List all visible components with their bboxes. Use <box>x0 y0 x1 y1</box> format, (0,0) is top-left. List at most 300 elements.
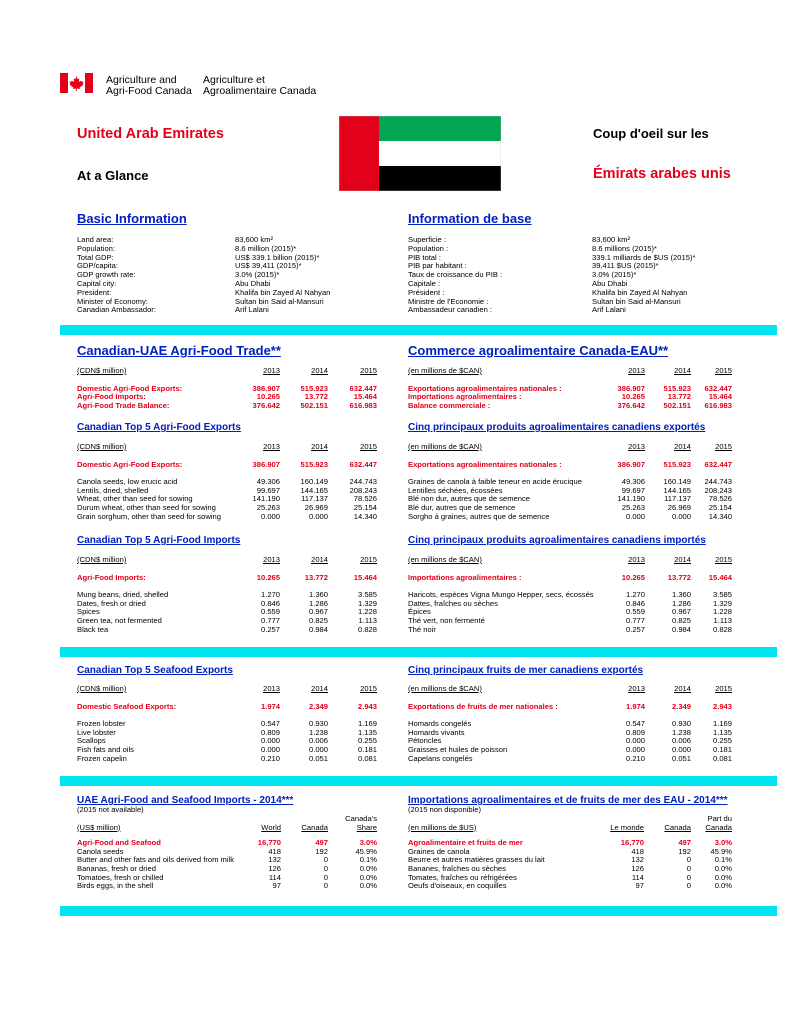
row-label: Grain sorghum, other than seed for sowing <box>77 511 221 521</box>
row-label: Pétoncles <box>408 736 442 746</box>
row-label: Domestic Seafood Exports: <box>77 701 177 711</box>
cell: 160.149 <box>300 477 328 487</box>
value-ministre: Sultan bin Said al-Mansuri <box>592 296 681 306</box>
row-label: Agri-Food Imports: <box>77 572 146 582</box>
cell: 1.113 <box>358 615 377 625</box>
cell: 376.642 <box>617 400 645 410</box>
cell: 0.000 <box>671 511 691 521</box>
row-label: Bananes, fraîches ou sèches <box>408 863 506 873</box>
label-ambassador: Canadian Ambassador: <box>77 305 156 315</box>
cell: 144.165 <box>300 485 328 495</box>
cell: 0 <box>323 872 328 882</box>
basic-info-labels-en <box>77 236 156 315</box>
label-pib-total: PIB total : <box>408 252 441 262</box>
year-header: 2014 <box>674 442 691 451</box>
cell: 2.349 <box>671 701 691 711</box>
cell: 78.526 <box>353 494 377 504</box>
col-header: Part du <box>707 814 732 823</box>
year-header: 2014 <box>311 442 328 451</box>
table-header-row <box>77 685 377 694</box>
value-capitale: Abu Dhabi <box>592 278 628 288</box>
row-label: Frozen capelin <box>77 753 127 763</box>
row-label: Importations agroalimentaires : <box>408 392 522 402</box>
unit-label: (CDN$ million) <box>77 555 127 564</box>
cell: 0.984 <box>308 624 328 634</box>
cell: 1.113 <box>713 615 732 625</box>
trade-table-fr <box>408 367 732 410</box>
seafood-title-en: Canadian Top 5 Seafood Exports <box>77 665 233 676</box>
cell: 0.081 <box>357 753 377 763</box>
cell: 0.210 <box>260 753 280 763</box>
cell: 0.255 <box>357 736 377 746</box>
cell: 13.772 <box>667 572 691 582</box>
table-header-row <box>408 367 732 376</box>
cell: 3.585 <box>357 590 377 600</box>
cell: 10.265 <box>256 572 280 582</box>
cell: 1.974 <box>260 701 280 711</box>
row-label: Fish fats and oils <box>77 744 134 754</box>
cell: 0.210 <box>625 753 645 763</box>
label-superficie: Superficie : <box>408 235 446 244</box>
table-total-row <box>408 574 732 583</box>
cell: 49.306 <box>621 477 645 487</box>
department-name-fr <box>203 75 316 97</box>
trade-table-en <box>77 367 377 410</box>
cell: 1.329 <box>357 598 377 608</box>
row-label: Agri-Food Imports: <box>77 392 146 402</box>
cell: 117.137 <box>664 494 691 504</box>
cell: 2.943 <box>357 701 377 711</box>
cell: 16,770 <box>257 838 281 848</box>
cell: 114 <box>268 872 281 882</box>
cell: 0.0% <box>714 872 732 882</box>
unit-label: (en millions de $CAN) <box>408 684 482 693</box>
year-header: 2015 <box>360 684 377 693</box>
unit-label: (en millions de $CAN) <box>408 555 482 564</box>
year-header: 2014 <box>674 366 691 375</box>
col-header: Le monde <box>610 822 644 832</box>
section-divider-2 <box>60 647 777 657</box>
cell: 0.846 <box>625 598 645 608</box>
row-label: Exportations agroalimentaires nationales : <box>408 383 562 393</box>
basic-info-values-en <box>235 236 330 315</box>
cell: 386.907 <box>617 459 645 469</box>
cell: 0 <box>686 855 691 865</box>
cell: 2.943 <box>712 701 732 711</box>
table-header-row <box>77 556 377 565</box>
cell: 1.286 <box>308 598 328 608</box>
table-header-row <box>77 815 377 824</box>
cell: 25.263 <box>256 502 280 512</box>
cell: 126 <box>268 863 281 873</box>
label-population: Population: <box>77 243 115 253</box>
cell: 0.0% <box>359 863 377 873</box>
uae-imports-title-fr: Importations agroalimentaires et de fruits de mer des EAU - 2014*** <box>408 795 728 806</box>
dept-en-line1: Agriculture and <box>106 74 177 86</box>
year-header: 2014 <box>311 555 328 564</box>
value-minister: Sultan bin Said al-Mansuri <box>235 296 324 306</box>
exports-title-fr: Cinq principaux produits agroalimentaires canadiens exportés <box>408 422 706 433</box>
year-header: 2015 <box>715 442 732 451</box>
year-header: 2015 <box>715 555 732 564</box>
row-label: Black tea <box>77 624 109 634</box>
cell: 515.923 <box>300 383 328 393</box>
row-label: Bananas, fresh or dried <box>77 863 156 873</box>
label-president-fr: Président : <box>408 287 445 297</box>
cell: 386.907 <box>617 383 645 393</box>
year-header: 2015 <box>715 366 732 375</box>
label-population-fr: Population : <box>408 243 449 253</box>
cell: 192 <box>315 846 328 856</box>
col-header: Canada <box>705 822 732 832</box>
cell: 13.772 <box>667 392 691 402</box>
value-president-fr: Khalifa bin Zayed Al Nahyan <box>592 287 688 297</box>
cell: 1.286 <box>671 598 691 608</box>
cell: 13.772 <box>304 572 328 582</box>
unit-label: (en millions de $US) <box>408 822 477 832</box>
value-land-area: 83,600 km² <box>235 235 273 244</box>
value-population-fr: 8.6 millions (2015)* <box>592 243 657 253</box>
cell: 0.000 <box>308 511 328 521</box>
table-total-row <box>408 461 732 470</box>
cell: 244.743 <box>704 477 732 487</box>
cell: 515.923 <box>300 459 328 469</box>
page-subtitle-en: At a Glance <box>77 168 149 183</box>
cell: 49.306 <box>256 477 280 487</box>
cell: 1.974 <box>625 701 645 711</box>
cell: 0.547 <box>260 719 280 729</box>
cell: 0.000 <box>625 736 645 746</box>
cell: 97 <box>635 881 644 891</box>
cell: 97 <box>272 881 281 891</box>
cell: 0.000 <box>671 744 691 754</box>
cell: 144.165 <box>663 485 691 495</box>
basic-info-title-en: Basic Information <box>77 211 187 226</box>
cell: 0 <box>686 863 691 873</box>
cell: 26.969 <box>304 502 328 512</box>
row-label: Canola seeds, low erucic acid <box>77 477 178 487</box>
cell: 0.081 <box>712 753 732 763</box>
cell: 0.777 <box>625 615 645 625</box>
table-total-row <box>77 703 377 712</box>
value-gdp-growth: 3.0% (2015)* <box>235 270 280 280</box>
cell: 2.349 <box>308 701 328 711</box>
cell: 0.000 <box>625 744 645 754</box>
row-label: Thé noir <box>408 624 436 634</box>
cell: 3.585 <box>712 590 732 600</box>
cell: 15.464 <box>708 572 732 582</box>
dept-fr-line1: Agriculture et <box>203 74 265 86</box>
value-gdp-capita: US$ 39,411 (2015)* <box>235 261 302 271</box>
cell: 0.547 <box>625 719 645 729</box>
cell: 132 <box>631 855 644 865</box>
label-president: President: <box>77 287 112 297</box>
cell: 0.0% <box>714 881 732 891</box>
cell: 13.772 <box>304 392 328 402</box>
cell: 0.559 <box>260 607 280 617</box>
cell: 1.270 <box>260 590 280 600</box>
cell: 0.825 <box>671 615 691 625</box>
uae-imports-note-en: (2015 not available) <box>77 805 144 814</box>
cell: 0.000 <box>625 511 645 521</box>
seafood-title-fr: Cinq principaux fruits de mer canadiens exportés <box>408 665 644 676</box>
row-label: Haricots, espèces Vigna Mungo Hepper, secs, écossés <box>408 590 594 600</box>
cell: 0.006 <box>308 736 328 746</box>
row-label: Homards vivants <box>408 727 465 737</box>
cell: 0.984 <box>671 624 691 634</box>
exports-table-en <box>77 443 377 521</box>
value-ambassadeur: Arif Lalani <box>592 305 626 315</box>
cell: 1.360 <box>308 590 328 600</box>
table-row <box>408 402 732 411</box>
cell: 0.0% <box>359 881 377 891</box>
year-header: 2014 <box>674 555 691 564</box>
cell: 141.190 <box>252 494 280 504</box>
year-header: 2013 <box>263 555 280 564</box>
cell: 632.447 <box>704 383 732 393</box>
uae-imports-table-fr <box>408 815 732 891</box>
cell: 45.9% <box>710 846 732 856</box>
cell: 497 <box>678 838 691 848</box>
table-total-row <box>77 574 377 583</box>
row-label: Durum wheat, other than seed for sowing <box>77 502 216 512</box>
table-row <box>77 755 377 764</box>
cell: 26.969 <box>667 502 691 512</box>
cell: 1.238 <box>671 727 691 737</box>
cell: 632.447 <box>349 383 377 393</box>
cell: 126 <box>631 863 644 873</box>
cell: 15.464 <box>353 392 377 402</box>
label-pib-habitant: PIB par habitant : <box>408 261 467 271</box>
cell: 386.907 <box>252 383 280 393</box>
cell: 502.151 <box>300 400 328 410</box>
row-label: Exportations de fruits de mer nationales : <box>408 701 558 711</box>
canada-flag-icon <box>60 73 93 93</box>
cell: 1.169 <box>357 719 377 729</box>
row-label: Blé dur, autres que de semence <box>408 502 516 512</box>
cell: 0.930 <box>308 719 328 729</box>
row-label: Épices <box>408 607 431 617</box>
unit-label: (US$ million) <box>77 822 121 832</box>
cell: 0.1% <box>714 855 732 865</box>
label-ministre: Ministre de l'Economie : <box>408 296 489 306</box>
cell: 0.828 <box>712 624 732 634</box>
cell: 14.340 <box>708 511 732 521</box>
table-row <box>77 402 377 411</box>
table-header-row <box>408 443 732 452</box>
row-label: Frozen lobster <box>77 719 126 729</box>
cell: 14.340 <box>353 511 377 521</box>
cell: 0.825 <box>308 615 328 625</box>
dept-fr-line2: Agroalimentaire Canada <box>203 85 317 97</box>
year-header: 2013 <box>628 684 645 693</box>
cell: 16,770 <box>620 838 644 848</box>
table-row <box>408 882 732 891</box>
row-label: Exportations agroalimentaires nationales : <box>408 459 562 469</box>
cell: 376.642 <box>252 400 280 410</box>
cell: 0.000 <box>308 744 328 754</box>
basic-info-values-fr <box>592 236 695 315</box>
label-total-gdp: Total GDP: <box>77 252 114 262</box>
row-label: Lentilles séchées, écossées <box>408 485 503 495</box>
cell: 0.257 <box>625 624 645 634</box>
imports-table-fr <box>408 556 732 634</box>
cell: 10.265 <box>621 572 645 582</box>
label-minister: Minister of Economy: <box>77 296 148 306</box>
cell: 0.255 <box>712 736 732 746</box>
cell: 0.809 <box>625 727 645 737</box>
cell: 1.228 <box>357 607 377 617</box>
row-label: Tomatoes, fresh or chilled <box>77 872 164 882</box>
row-label: Dattes, fraîches ou sèches <box>408 598 498 608</box>
year-header: 2014 <box>674 684 691 693</box>
cell: 418 <box>268 846 281 856</box>
department-name-en <box>106 75 192 97</box>
cell: 160.149 <box>663 477 691 487</box>
cell: 502.151 <box>663 400 691 410</box>
cell: 3.0% <box>714 838 732 848</box>
col-header: World <box>261 822 281 832</box>
value-superficie: 83,600 km² <box>592 235 630 244</box>
cell: 0 <box>686 881 691 891</box>
year-header: 2013 <box>263 442 280 451</box>
cell: 632.447 <box>349 459 377 469</box>
cell: 0.181 <box>712 744 732 754</box>
cell: 0 <box>686 872 691 882</box>
cell: 78.526 <box>708 494 732 504</box>
cell: 3.0% <box>359 838 377 848</box>
imports-title-en: Canadian Top 5 Agri-Food Imports <box>77 535 241 546</box>
cell: 45.9% <box>355 846 377 856</box>
row-label: Canola seeds <box>77 846 124 856</box>
row-label: Graines de canola à faible teneur en acide érucique <box>408 477 582 487</box>
cell: 515.923 <box>663 383 691 393</box>
row-label: Wheat, other than seed for sowing <box>77 494 193 504</box>
row-label: Birds eggs, in the shell <box>77 881 154 891</box>
row-label: Thé vert, non fermenté <box>408 615 485 625</box>
cell: 1.135 <box>357 727 377 737</box>
cell: 1.135 <box>712 727 732 737</box>
exports-title-en: Canadian Top 5 Agri-Food Exports <box>77 422 241 433</box>
cell: 1.270 <box>625 590 645 600</box>
section-divider-3 <box>60 776 777 786</box>
row-label: Graisses et huiles de poisson <box>408 744 508 754</box>
cell: 25.263 <box>621 502 645 512</box>
cell: 192 <box>678 846 691 856</box>
exports-table-fr <box>408 443 732 521</box>
row-label: Agri-Food and Seafood <box>77 838 161 848</box>
cell: 0.257 <box>260 624 280 634</box>
table-row <box>77 720 377 729</box>
cell: 25.154 <box>353 502 377 512</box>
label-croissance: Taux de croissance du PIB : <box>408 270 503 280</box>
imports-title-fr: Cinq principaux produits agroalimentaires canadiens importés <box>408 535 706 546</box>
cell: 0.809 <box>260 727 280 737</box>
table-row <box>408 626 732 635</box>
trade-title-fr: Commerce agroalimentaire Canada-EAU** <box>408 343 669 358</box>
value-capital: Abu Dhabi <box>235 278 271 288</box>
row-label: Live lobster <box>77 727 116 737</box>
table-row <box>77 626 377 635</box>
row-label: Homards congelés <box>408 719 472 729</box>
section-divider-4 <box>60 906 777 916</box>
label-ambassadeur: Ambassadeur canadien : <box>408 305 493 315</box>
value-total-gdp: US$ 339.1 billion (2015)* <box>235 252 320 262</box>
cell: 0.967 <box>671 607 691 617</box>
table-header-row <box>77 367 377 376</box>
value-pib-total: 339.1 milliards de $US (2015)* <box>592 252 696 262</box>
cell: 25.154 <box>708 502 732 512</box>
row-label: Mung beans, dried, shelled <box>77 590 169 600</box>
row-label: Balance commerciale : <box>408 400 491 410</box>
cell: 0.0% <box>714 863 732 873</box>
cell: 0.006 <box>671 736 691 746</box>
row-label: Sorgho à graines, autres que de semence <box>408 511 550 521</box>
year-header: 2013 <box>628 555 645 564</box>
table-row <box>408 755 732 764</box>
trade-title-en: Canadian-UAE Agri-Food Trade** <box>77 343 281 358</box>
imports-table-en <box>77 556 377 634</box>
cell: 99.697 <box>621 485 645 495</box>
basic-info-title-fr: Information de base <box>408 211 532 226</box>
cell: 0 <box>323 881 328 891</box>
cell: 0.0% <box>359 872 377 882</box>
year-header: 2014 <box>311 366 328 375</box>
cell: 117.137 <box>301 494 328 504</box>
table-header-row <box>408 685 732 694</box>
cell: 0.967 <box>308 607 328 617</box>
year-header: 2014 <box>311 684 328 693</box>
table-row <box>408 513 732 522</box>
cell: 0.930 <box>671 719 691 729</box>
table-total-row <box>408 703 732 712</box>
label-gdp-capita: GDP/capita: <box>77 261 118 271</box>
year-header: 2015 <box>360 555 377 564</box>
row-label: Dates, fresh or dried <box>77 598 146 608</box>
value-pib-habitant: 39,411 $US (2015)* <box>592 261 659 271</box>
row-label: Importations agroalimentaires : <box>408 572 522 582</box>
cell: 0.000 <box>260 736 280 746</box>
cell: 99.697 <box>256 485 280 495</box>
cell: 208.243 <box>349 485 377 495</box>
table-header-row <box>77 824 377 833</box>
year-header: 2015 <box>715 684 732 693</box>
value-croissance: 3.0% (2015)* <box>592 270 637 280</box>
cell: 0.051 <box>308 753 328 763</box>
row-label: Graines de canola <box>408 846 470 856</box>
seafood-table-fr <box>408 685 732 763</box>
seafood-table-en <box>77 685 377 763</box>
year-header: 2015 <box>360 442 377 451</box>
table-row <box>77 617 377 626</box>
cell: 616.983 <box>704 400 732 410</box>
cell: 0.846 <box>260 598 280 608</box>
row-label: Lentils, dried, shelled <box>77 485 149 495</box>
cell: 0 <box>323 855 328 865</box>
cell: 15.464 <box>708 392 732 402</box>
table-header-row <box>77 443 377 452</box>
cell: 244.743 <box>349 477 377 487</box>
label-capital: Capital city: <box>77 278 117 288</box>
cell: 10.265 <box>256 392 280 402</box>
cell: 0.051 <box>671 753 691 763</box>
cell: 1.238 <box>308 727 328 737</box>
value-ambassador: Arif Lalani <box>235 305 269 315</box>
uae-flag-icon <box>339 116 501 191</box>
table-header-row <box>408 824 732 833</box>
col-header: Share <box>356 822 377 832</box>
cell: 0.000 <box>260 511 280 521</box>
